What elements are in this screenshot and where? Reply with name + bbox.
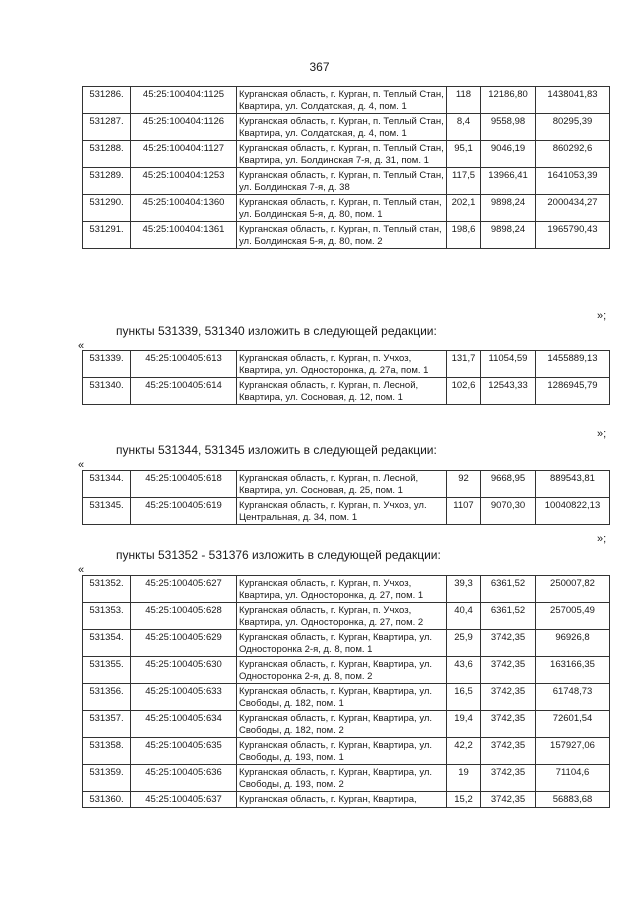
cadastral-number-cell: 45:25:100404:1361 — [131, 222, 237, 249]
address-cell: Курганская область, г. Курган, Квартира, ул. Свободы, д. 182, пом. 2 — [237, 711, 447, 738]
cadastral-number-cell: 45:25:100405:614 — [131, 378, 237, 405]
area-cell: 131,7 — [447, 351, 481, 378]
rate-cell: 6361,52 — [481, 603, 536, 630]
address-cell: Курганская область, г. Курган, Квартира, ул. Односторонка 2-я, д. 8, пом. 1 — [237, 630, 447, 657]
cadastral-value-cell: 250007,82 — [536, 576, 610, 603]
row-number-cell: 531357. — [83, 711, 131, 738]
row-number-cell: 531287. — [83, 114, 131, 141]
area-cell: 117,5 — [447, 168, 481, 195]
cadastral-number-cell: 45:25:100404:1360 — [131, 195, 237, 222]
row-number-cell: 531345. — [83, 498, 131, 525]
row-number-cell: 531344. — [83, 471, 131, 498]
cadastral-value-cell: 61748,73 — [536, 684, 610, 711]
area-cell: 102,6 — [447, 378, 481, 405]
address-cell: Курганская область, г. Курган, Квартира, — [237, 792, 447, 808]
row-number-cell: 531358. — [83, 738, 131, 765]
cadastral-value-cell: 1965790,43 — [536, 222, 610, 249]
area-cell: 16,5 — [447, 684, 481, 711]
area-cell: 25,9 — [447, 630, 481, 657]
address-cell: Курганская область, г. Курган, Квартира, ул. Свободы, д. 193, пом. 2 — [237, 765, 447, 792]
area-cell: 39,3 — [447, 576, 481, 603]
area-cell: 15,2 — [447, 792, 481, 808]
row-number-cell: 531290. — [83, 195, 131, 222]
row-number-cell: 531288. — [83, 141, 131, 168]
table-row — [83, 141, 610, 168]
table-row — [83, 498, 610, 525]
row-number-cell: 531339. — [83, 351, 131, 378]
rate-cell: 9898,24 — [481, 222, 536, 249]
rate-cell: 12186,80 — [481, 87, 536, 114]
area-cell: 95,1 — [447, 141, 481, 168]
address-cell: Курганская область, г. Курган, п. Учхоз, ул. Центральная, д. 34, пом. 1 — [237, 498, 447, 525]
cadastral-value-cell: 1438041,83 — [536, 87, 610, 114]
table-row — [83, 576, 610, 603]
cadastral-number-cell: 45:25:100404:1127 — [131, 141, 237, 168]
area-cell: 198,6 — [447, 222, 481, 249]
rate-cell: 3742,35 — [481, 630, 536, 657]
registry-table-3 — [82, 470, 610, 525]
cadastral-value-cell: 1455889,13 — [536, 351, 610, 378]
row-number-cell: 531340. — [83, 378, 131, 405]
address-cell: Курганская область, г. Курган, Квартира, ул. Односторонка 2-я, д. 8, пом. 2 — [237, 657, 447, 684]
registry-table-4 — [82, 575, 610, 808]
table-row — [83, 603, 610, 630]
table-row — [83, 378, 610, 405]
row-number-cell: 531356. — [83, 684, 131, 711]
rate-cell: 13966,41 — [481, 168, 536, 195]
rate-cell: 9558,98 — [481, 114, 536, 141]
cadastral-value-cell: 71104,6 — [536, 765, 610, 792]
area-cell: 92 — [447, 471, 481, 498]
cadastral-value-cell: 2000434,27 — [536, 195, 610, 222]
area-cell: 19 — [447, 765, 481, 792]
table-row — [83, 684, 610, 711]
address-cell: Курганская область, г. Курган, п. Теплый Стан, Квартира, ул. Болдинская 7-я, д. 31, пом. 1 — [237, 141, 447, 168]
row-number-cell: 531354. — [83, 630, 131, 657]
cadastral-number-cell: 45:25:100405:630 — [131, 657, 237, 684]
rate-cell: 9668,95 — [481, 471, 536, 498]
opening-quote: « — [78, 459, 85, 471]
area-cell: 42,2 — [447, 738, 481, 765]
area-cell: 19,4 — [447, 711, 481, 738]
rate-cell: 6361,52 — [481, 576, 536, 603]
rate-cell: 3742,35 — [481, 657, 536, 684]
address-cell: Курганская область, г. Курган, п. Теплый стан, ул. Болдинская 5-я, д. 80, пом. 2 — [237, 222, 447, 249]
cadastral-value-cell: 56883,68 — [536, 792, 610, 808]
table-row — [83, 222, 610, 249]
table-row — [83, 168, 610, 195]
page-number: 367 — [309, 60, 330, 74]
cadastral-number-cell: 45:25:100404:1126 — [131, 114, 237, 141]
rate-cell: 3742,35 — [481, 711, 536, 738]
cadastral-number-cell: 45:25:100404:1253 — [131, 168, 237, 195]
table-row — [83, 738, 610, 765]
table-row — [83, 792, 610, 808]
rate-cell: 3742,35 — [481, 792, 536, 808]
rate-cell: 9046,19 — [481, 141, 536, 168]
address-cell: Курганская область, г. Курган, п. Учхоз, Квартира, ул. Односторонка, д. 27а, пом. 1 — [237, 351, 447, 378]
table-row — [83, 195, 610, 222]
rate-cell: 3742,35 — [481, 684, 536, 711]
address-cell: Курганская область, г. Курган, п. Теплый Стан, Квартира, ул. Солдатская, д. 4, пом. 1 — [237, 87, 447, 114]
cadastral-value-cell: 96926,8 — [536, 630, 610, 657]
cadastral-number-cell: 45:25:100405:633 — [131, 684, 237, 711]
registry-table-2 — [82, 350, 610, 405]
address-cell: Курганская область, г. Курган, п. Теплый стан, ул. Болдинская 5-я, д. 80, пом. 1 — [237, 195, 447, 222]
table-row — [83, 351, 610, 378]
row-number-cell: 531359. — [83, 765, 131, 792]
cadastral-number-cell: 45:25:100405:619 — [131, 498, 237, 525]
cadastral-number-cell: 45:25:100405:618 — [131, 471, 237, 498]
area-cell: 40,4 — [447, 603, 481, 630]
address-cell: Курганская область, г. Курган, п. Лесной, Квартира, ул. Сосновая, д. 25, пом. 1 — [237, 471, 447, 498]
address-cell: Курганская область, г. Курган, Квартира, ул. Свободы, д. 182, пом. 1 — [237, 684, 447, 711]
rate-cell: 9898,24 — [481, 195, 536, 222]
row-number-cell: 531286. — [83, 87, 131, 114]
cadastral-number-cell: 45:25:100405:613 — [131, 351, 237, 378]
table-row — [83, 657, 610, 684]
registry-table-1 — [82, 86, 610, 249]
rate-cell: 9070,30 — [481, 498, 536, 525]
row-number-cell: 531355. — [83, 657, 131, 684]
table-row — [83, 711, 610, 738]
address-cell: Курганская область, г. Курган, п. Лесной, Квартира, ул. Сосновая, д. 12, пом. 1 — [237, 378, 447, 405]
cadastral-number-cell: 45:25:100405:629 — [131, 630, 237, 657]
cadastral-value-cell: 860292,6 — [536, 141, 610, 168]
cadastral-number-cell: 45:25:100405:634 — [131, 711, 237, 738]
opening-quote: « — [78, 340, 85, 352]
cadastral-value-cell: 1286945,79 — [536, 378, 610, 405]
address-cell: Курганская область, г. Курган, п. Учхоз, Квартира, ул. Односторонка, д. 27, пом. 2 — [237, 603, 447, 630]
area-cell: 118 — [447, 87, 481, 114]
address-cell: Курганская область, г. Курган, п. Теплый Стан, ул. Болдинская 7-я, д. 38 — [237, 168, 447, 195]
rate-cell: 3742,35 — [481, 738, 536, 765]
cadastral-value-cell: 10040822,13 — [536, 498, 610, 525]
area-cell: 8,4 — [447, 114, 481, 141]
address-cell: Курганская область, г. Курган, п. Теплый Стан, Квартира, ул. Солдатская, д. 4, пом. 1 — [237, 114, 447, 141]
cadastral-value-cell: 72601,54 — [536, 711, 610, 738]
row-number-cell: 531360. — [83, 792, 131, 808]
cadastral-value-cell: 80295,39 — [536, 114, 610, 141]
row-number-cell: 531352. — [83, 576, 131, 603]
area-cell: 202,1 — [447, 195, 481, 222]
closing-quote: »; — [597, 310, 607, 322]
cadastral-value-cell: 157927,06 — [536, 738, 610, 765]
address-cell: Курганская область, г. Курган, Квартира, ул. Свободы, д. 193, пом. 1 — [237, 738, 447, 765]
cadastral-number-cell: 45:25:100405:637 — [131, 792, 237, 808]
table-row — [83, 630, 610, 657]
table-row — [83, 87, 610, 114]
area-cell: 43,6 — [447, 657, 481, 684]
table-row — [83, 114, 610, 141]
cadastral-number-cell: 45:25:100405:628 — [131, 603, 237, 630]
row-number-cell: 531289. — [83, 168, 131, 195]
table-row — [83, 471, 610, 498]
closing-quote: »; — [597, 533, 607, 545]
cadastral-number-cell: 45:25:100405:635 — [131, 738, 237, 765]
cadastral-number-cell: 45:25:100405:636 — [131, 765, 237, 792]
cadastral-number-cell: 45:25:100405:627 — [131, 576, 237, 603]
amendment-instruction: пункты 531339, 531340 изложить в следующей редакции: — [116, 324, 437, 338]
cadastral-value-cell: 257005,49 — [536, 603, 610, 630]
address-cell: Курганская область, г. Курган, п. Учхоз, Квартира, ул. Односторонка, д. 27, пом. 1 — [237, 576, 447, 603]
amendment-instruction: пункты 531352 - 531376 изложить в следующей редакции: — [116, 548, 441, 562]
cadastral-value-cell: 1641053,39 — [536, 168, 610, 195]
closing-quote: »; — [597, 428, 607, 440]
rate-cell: 12543,33 — [481, 378, 536, 405]
row-number-cell: 531353. — [83, 603, 131, 630]
amendment-instruction: пункты 531344, 531345 изложить в следующей редакции: — [116, 443, 437, 457]
rate-cell: 11054,59 — [481, 351, 536, 378]
rate-cell: 3742,35 — [481, 765, 536, 792]
cadastral-value-cell: 163166,35 — [536, 657, 610, 684]
row-number-cell: 531291. — [83, 222, 131, 249]
area-cell: 1107 — [447, 498, 481, 525]
cadastral-value-cell: 889543,81 — [536, 471, 610, 498]
cadastral-number-cell: 45:25:100404:1125 — [131, 87, 237, 114]
opening-quote: « — [78, 564, 85, 576]
table-row — [83, 765, 610, 792]
